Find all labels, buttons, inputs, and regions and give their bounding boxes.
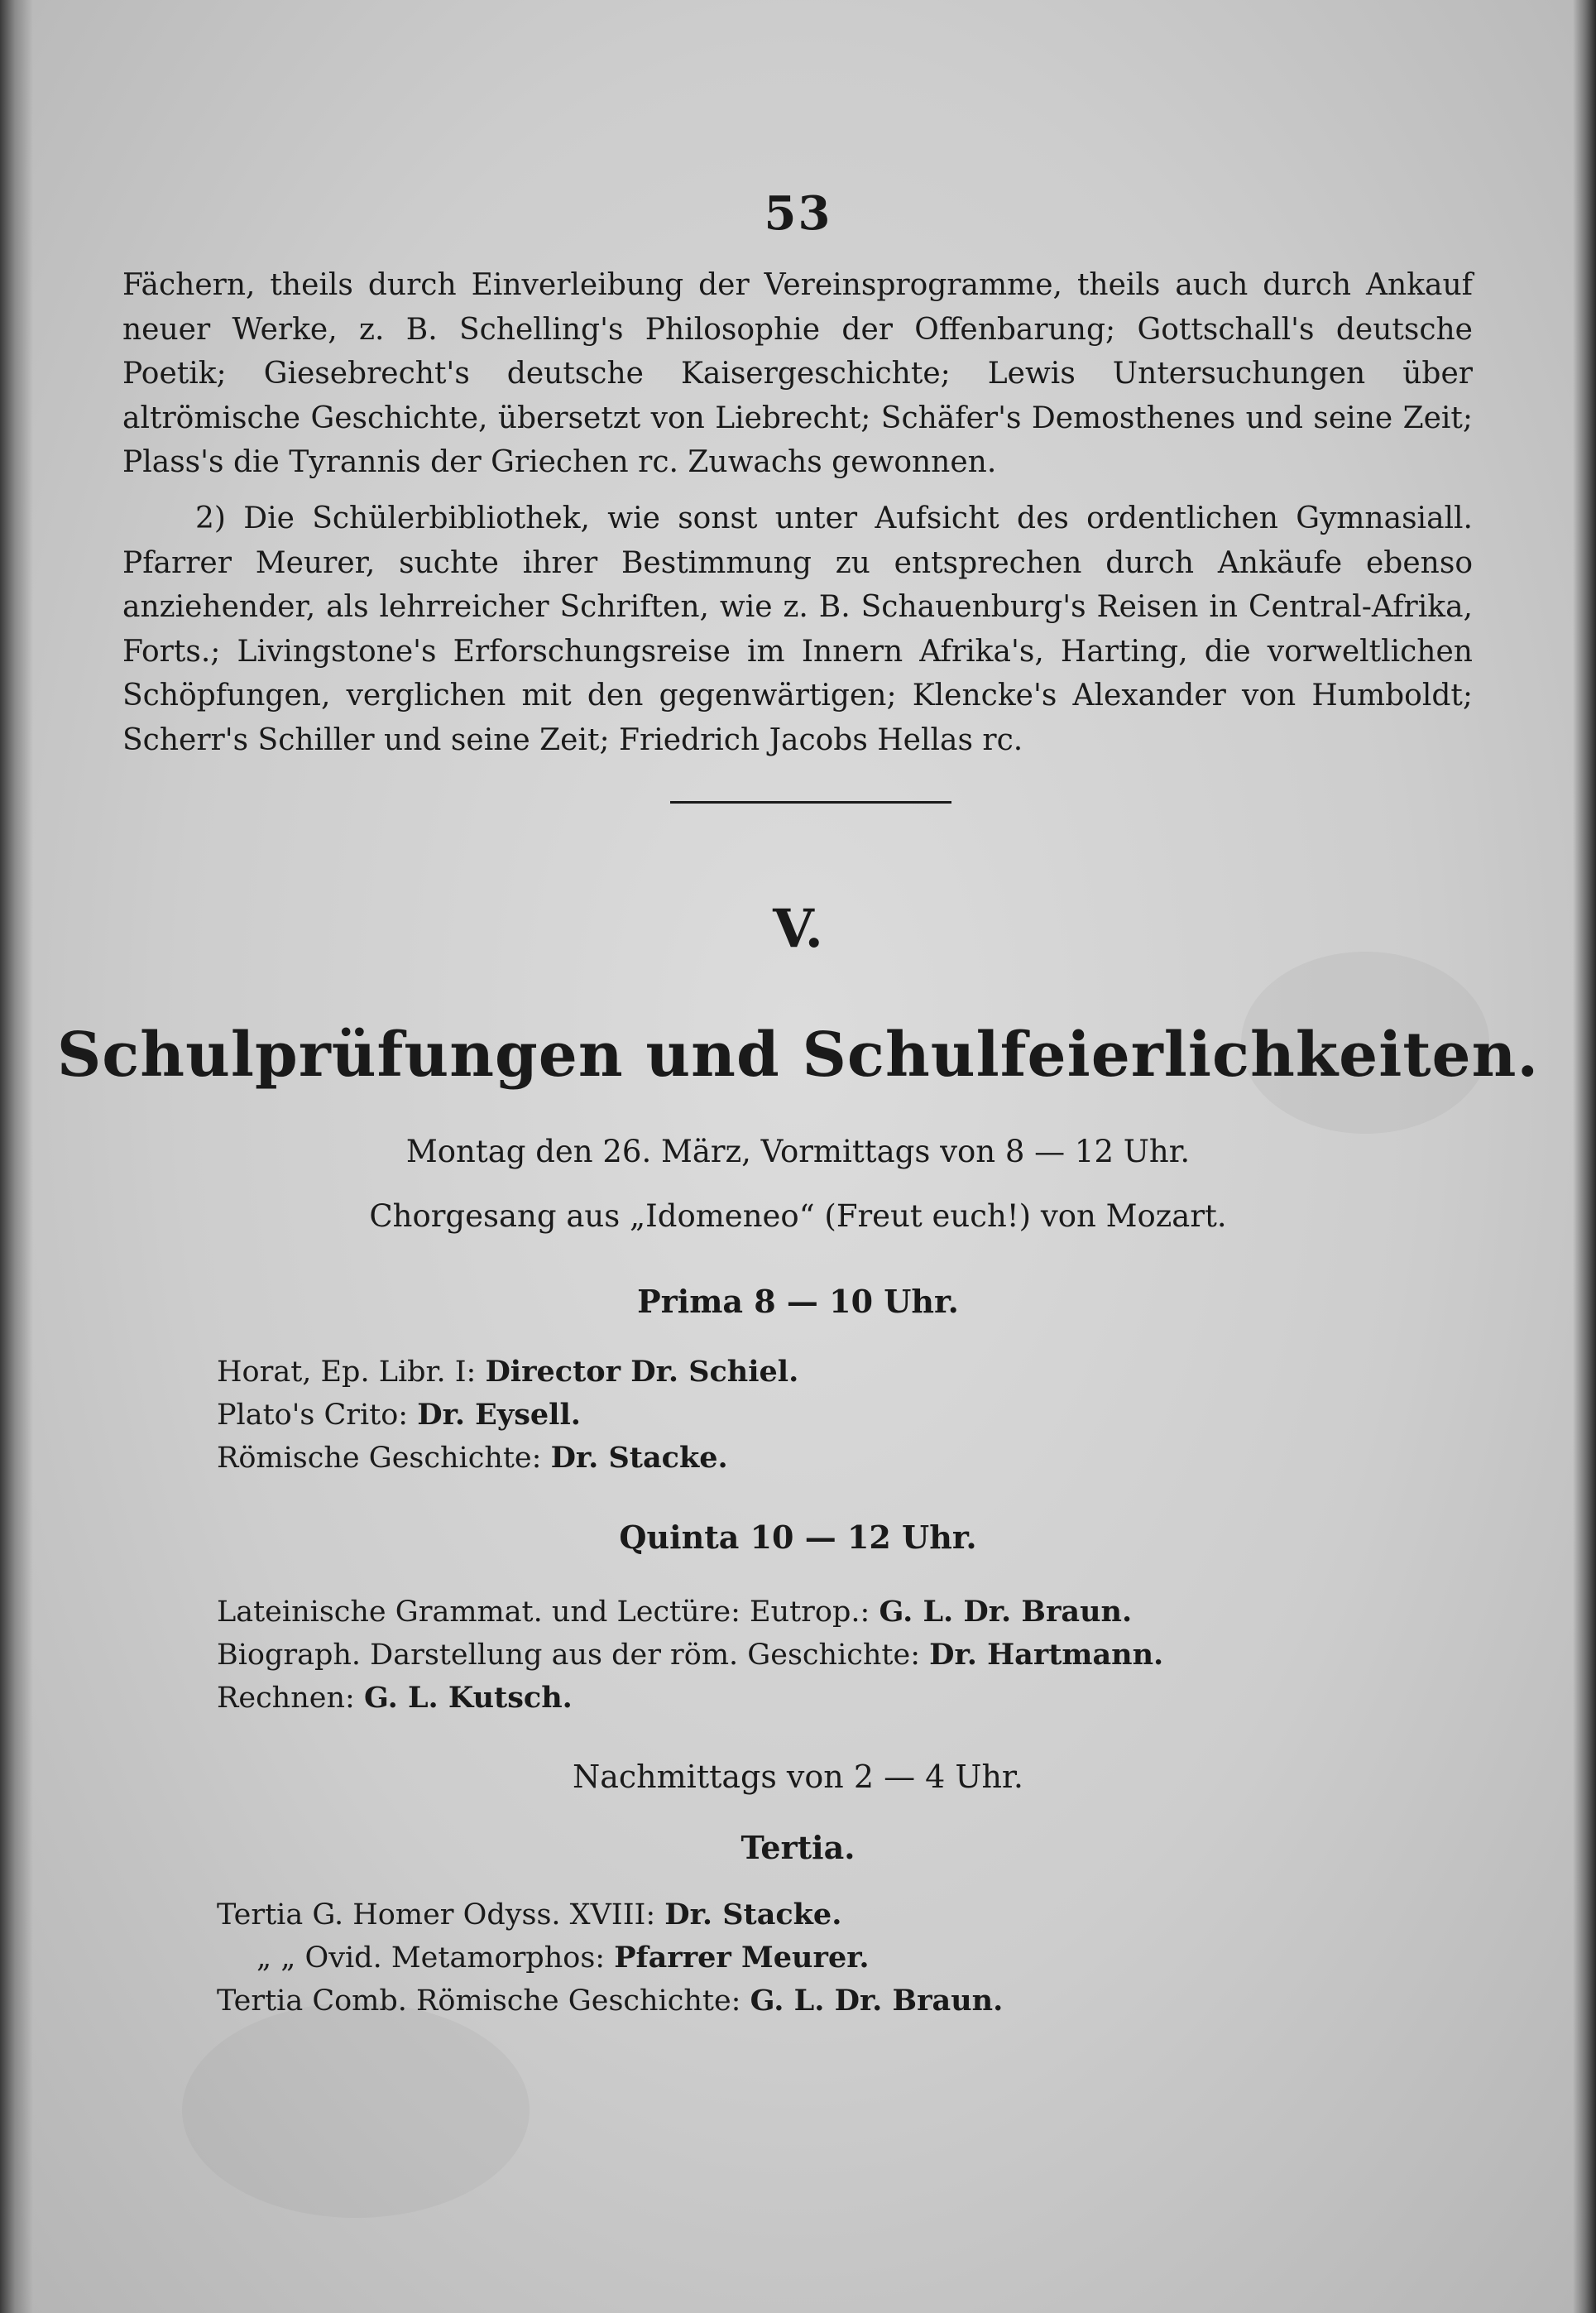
exam-examiner: Pfarrer Meurer. — [614, 1941, 870, 1975]
exam-examiner: Dr. Stacke. — [550, 1441, 728, 1475]
exam-item — [217, 1437, 1425, 1480]
exam-subject: Biograph. Darstellung aus der röm. Geschichte: — [217, 1639, 920, 1672]
exam-item — [217, 1677, 1425, 1720]
exam-subject: Römische Geschichte: — [217, 1442, 542, 1475]
exam-examiner: G. L. Kutsch. — [363, 1681, 573, 1715]
exam-examiner: G. L. Dr. Braun. — [879, 1595, 1133, 1629]
quinta-heading: Quinta 10 — 12 Uhr. — [619, 1519, 977, 1556]
exam-subject: Tertia Comb. Römische Geschichte: — [217, 1984, 741, 2018]
exam-subject: Tertia G. Homer Odyss. XVIII: — [217, 1898, 656, 1931]
tertia-heading: Tertia. — [740, 1829, 856, 1866]
exam-item — [217, 1351, 1425, 1394]
paragraph-student-library-text: 2) Die Schülerbibliothek, wie sonst unter Aufsicht des ordentlichen Gymnasiall. Pfarrer Meurer, suchte ihrer Bestimmung zu entsprechen durch Ankäufe ebenso anziehender, als lehrreicher Schriften, wie z. B. Schauenburg's Reisen in Central-Afrika, Forts.; Livingstone's Erforschungsreise im Innern Afrika's, Harting, die vorweltlichen Schöpfungen, verglichen mit den gegenwärtigen; Klencke's Alexander von Humboldt; Scherr's Schiller und seine Zeit; Friedrich Jacobs Hellas rc. — [122, 501, 1473, 757]
exam-subject: Horat, Ep. Libr. I: — [217, 1356, 477, 1389]
exam-subject: Rechnen: — [217, 1682, 355, 1715]
section-title: Schulprüfungen und Schulfeierlichkeiten. — [56, 1020, 1540, 1091]
paragraph-student-library — [122, 497, 1473, 762]
exam-subject: Lateinische Grammat. und Lectüre: Eutrop.: — [217, 1596, 870, 1629]
chorus-line: Chorgesang aus „Idomeneo“ (Freut euch!) von Mozart. — [369, 1198, 1227, 1234]
exam-item — [217, 1394, 1425, 1437]
exam-item — [217, 1591, 1425, 1634]
exam-examiner: Dr. Stacke. — [664, 1898, 842, 1931]
exam-examiner: G. L. Dr. Braun. — [750, 1984, 1004, 2018]
section-number: V. — [773, 898, 823, 960]
exam-item — [217, 1979, 1425, 2023]
exam-item — [217, 1893, 1425, 1936]
paper-stain — [182, 2003, 530, 2218]
page-number: 53 — [764, 186, 832, 241]
exam-subject: Plato's Crito: — [217, 1399, 409, 1432]
afternoon-heading: Nachmittags von 2 — 4 Uhr. — [572, 1759, 1023, 1795]
quinta-exam-list — [217, 1591, 1425, 1720]
paragraph-library-acquisitions: Fächern, theils durch Einverleibung der Vereinsprogramme, theils auch durch Ankauf neuer Werke, z. B. Schelling's Philosophie der Offenbarung; Gottschall's deutsche Poetik; Giesebrecht's deutsche Kaisergeschichte; Lewis Untersuchungen über altrömische Geschichte, übersetzt von Liebrecht; Schäfer's Demosthenes und seine Zeit; Plass's die Tyrannis der Griechen rc. Zuwachs gewonnen. — [122, 268, 1473, 479]
prima-exam-list — [217, 1351, 1425, 1480]
exam-item — [217, 1634, 1425, 1677]
exam-item — [217, 1936, 1425, 1979]
exam-examiner: Director Dr. Schiel. — [485, 1355, 799, 1389]
exam-date-line: Montag den 26. März, Vormittags von 8 — 12 Uhr. — [405, 1134, 1191, 1169]
exam-subject: „ „ Ovid. Metamorphos: — [256, 1941, 606, 1975]
tertia-exam-list — [217, 1893, 1425, 2023]
exam-examiner: Dr. Hartmann. — [929, 1638, 1164, 1672]
exam-examiner: Dr. Eysell. — [417, 1398, 581, 1432]
prima-heading: Prima 8 — 10 Uhr. — [637, 1283, 959, 1320]
section-divider — [670, 801, 951, 804]
